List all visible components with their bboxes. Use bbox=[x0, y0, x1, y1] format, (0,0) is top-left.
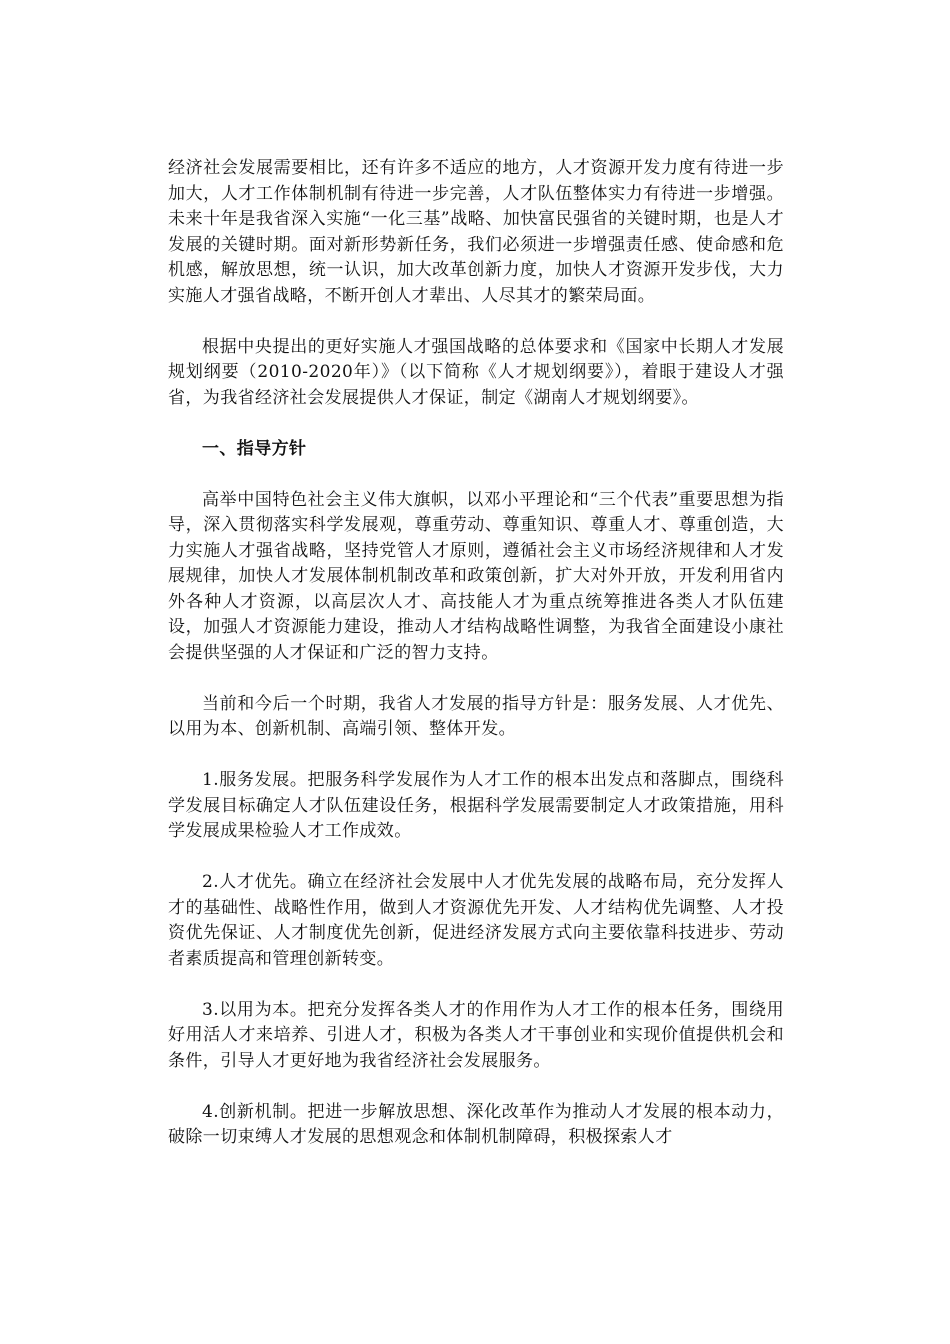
paragraph-principle-3: 3.以用为本。把充分发挥各类人才的作用作为人才工作的根本任务，围绕用好用活人才来培养、引进人才，积极为各类人才干事创业和实现价值提供机会和条件，引导人才更好地为我省经济社会发展服务。 bbox=[168, 999, 784, 1071]
paragraph-guiding-ideology: 高举中国特色社会主义伟大旗帜，以邓小平理论和“三个代表”重要思想为指导，深入贯彻落实科学发展观，尊重劳动、尊重知识、尊重人才、尊重创造，大力实施人才强省战略，坚持党管人才原则，遵循社会主义市场经济规律和人才发展规律，加快人才发展体制机制改革和政策创新，扩大对外开放，开发利用省内外各种人才资源，以高层次人才、高技能人才为重点统筹推进各类人才队伍建设，加强人才资源能力建设，推动人才结构战略性调整，为我省全面建设小康社会提供坚强的人才保证和广泛的智力支持。 bbox=[168, 489, 784, 663]
paragraph-principle-4: 4.创新机制。把进一步解放思想、深化改革作为推动人才发展的根本动力，破除一切束缚人才发展的思想观念和体制机制障碍，积极探索人才 bbox=[168, 1101, 784, 1147]
paragraph-principle-1: 1.服务发展。把服务科学发展作为人才工作的根本出发点和落脚点，围绕科学发展目标确定人才队伍建设任务，根据科学发展需要制定人才政策措施，用科学发展成果检验人才工作成效。 bbox=[168, 770, 784, 841]
paragraph-purpose: 根据中央提出的更好实施人才强国战略的总体要求和《国家中长期人才发展规划纲要（2010-2020年）》（以下简称《人才规划纲要》），着眼于建设人才强省，为我省经济社会发展提供人才保证，制定《湖南人才规划纲要》。 bbox=[168, 336, 784, 408]
paragraph-guiding-principles: 当前和今后一个时期，我省人才发展的指导方针是：服务发展、人才优先、以用为本、创新机制、高端引领、整体开发。 bbox=[168, 693, 784, 739]
paragraph-intro-continued: 经济社会发展需要相比，还有许多不适应的地方，人才资源开发力度有待进一步加大，人才工作体制机制有待进一步完善，人才队伍整体实力有待进一步增强。未来十年是我省深入实施“一化三基”战略、加快富民强省的关键时期，也是人才发展的关键时期。面对新形势新任务，我们必须进一步增强责任感、使命感和危机感，解放思想，统一认识，加大改革创新力度，加快人才资源开发步伐，大力实施人才强省战略，不断开创人才辈出、人尽其才的繁荣局面。 bbox=[168, 158, 784, 306]
paragraph-principle-2: 2.人才优先。确立在经济社会发展中人才优先发展的战略布局，充分发挥人才的基础性、战略性作用，做到人才资源优先开发、人才结构优先调整、人才投资优先保证、人才制度优先创新，促进经济发展方式向主要依靠科技进步、劳动者素质提高和管理创新转变。 bbox=[168, 872, 784, 969]
section-heading: 一、指导方针 bbox=[202, 438, 307, 459]
document-page bbox=[168, 156, 784, 1176]
